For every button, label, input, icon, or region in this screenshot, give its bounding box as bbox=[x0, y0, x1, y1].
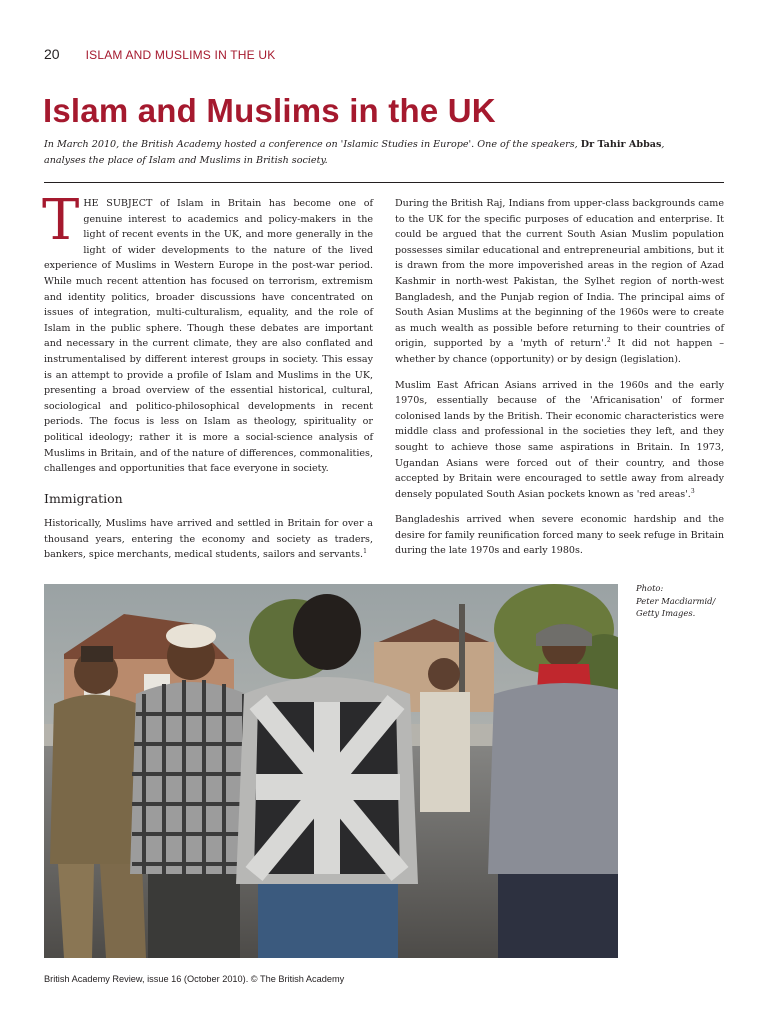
left-column bbox=[42, 188, 373, 573]
running-head: ISLAM AND MUSLIMS IN THE UK bbox=[85, 48, 276, 62]
right-column bbox=[395, 196, 724, 569]
page-footer: British Academy Review, issue 16 (October 2010). © The British Academy bbox=[44, 974, 345, 984]
standfirst bbox=[44, 137, 684, 168]
divider-rule bbox=[44, 182, 724, 183]
street-photo bbox=[44, 584, 618, 958]
intro-text: of Islam in Britain has become one of genuine interest to academics and policy-makers in the light of recent events in the UK, and more generally in the light of wider developments to the nature of the lived experience of Muslims in Western Europe in the post-war period. While much recent attention has focused on terrorism, extremism and identity politics, broader discussions have concentrated on issues of integration, multi-culturalism, equality, and the role of Islam in the public sphere. Though these debates are important and necessary in the current climate, they are also conflated and instrumentalised by different interest groups in society. This essay is an attempt to provide a profile of Islam and Muslims in the UK, presenting a broad overview of the essential historical, cultural, sociological and politico-philosophical developments in recent periods. The focus is less on Islam as theology, spirituality or political ideology; rather it is more a social-science analysis of Muslims in Britain, and of the nature of differences, commonalities, challenges and opportunities that face everyone in society. bbox=[44, 198, 373, 475]
intro-paragraph bbox=[42, 188, 373, 477]
standfirst-end: , analyses the place of Islam and Muslims in British society. bbox=[44, 139, 665, 166]
section-heading-immigration: Immigration bbox=[44, 490, 123, 506]
raj-paragraph: During the British Raj, Indians from upper-class backgrounds came to the UK for the specific purposes of education and enterprise. It could be argued that the current South Asian Muslim population possesses similar educational and entrepreneurial ambitions, but it is drawn from the more impoverished areas in the region of Azad Kashmir in north-west Pakistan, the Sylhet region of north-west Bangladesh, and the Punjab region of India. The principal aims of South Asian Muslims at the beginning of the 1960s were to create as much wealth as possible before returning to their countries of origin, supported by a 'myth of return'.$^2$ It did not happen – whether by chance (opportunity) or by design (legislation). bbox=[395, 198, 724, 365]
author-name: Dr Tahir Abbas bbox=[580, 139, 662, 150]
standfirst-intro: In March 2010, the British Academy hosted a conference on 'Islamic Studies in Europe'. One of the speakers, bbox=[44, 139, 581, 150]
east-africa-paragraph: Muslim East African Asians arrived in the 1960s and the early 1970s, essentially because of the 'Africanisation' of former colonised lands by the British. Their economic characteristics were middle class and professional in the societies they left, and they sought to achieve those same aspirations in Britain. In 1973, Ugandan Asians were forced out of their country, and those accepted by Britain were encouraged to settle away from already densely populated South Asian pockets known as 'red areas'.$^3$ bbox=[395, 379, 724, 500]
running-header bbox=[44, 46, 275, 66]
page-number: 20 bbox=[44, 46, 60, 62]
intro-smallcaps: HE SUBJECT bbox=[83, 198, 153, 209]
article-title: Islam and Muslims in the UK bbox=[43, 92, 496, 129]
photo-credit: Photo: Peter Macdiarmid/ Getty Images. bbox=[636, 583, 716, 618]
drop-cap: T bbox=[42, 188, 80, 253]
bangladeshis-paragraph: Bangladeshis arrived when severe economic hardship and the desire for family reunification forced many to seek refuge in Britain during the late 1970s and early 1980s. bbox=[395, 514, 724, 557]
footnote-ref: 1 bbox=[363, 548, 367, 556]
history-paragraph: Historically, Muslims have arrived and settled in Britain for over a thousand years, entering the economy and society as traders, bankers, spice merchants, medical students, sailors and servants.$^1$ bbox=[44, 518, 373, 561]
footnote-ref: 2 bbox=[606, 337, 611, 345]
footnote-ref: 3 bbox=[690, 487, 695, 495]
